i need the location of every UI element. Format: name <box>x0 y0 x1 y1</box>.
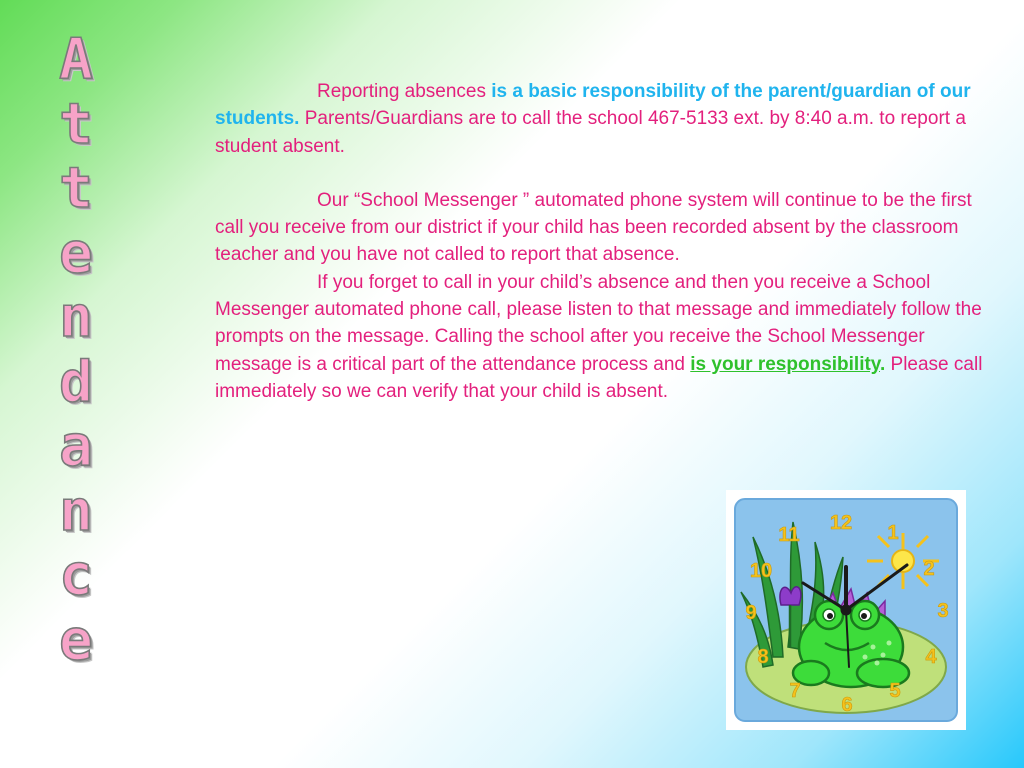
responsibility-link[interactable]: is your responsibility <box>690 353 880 375</box>
paragraph-reporting <box>215 78 987 160</box>
clock-number: 9 <box>745 602 757 624</box>
vertical-title <box>36 28 116 673</box>
body-text <box>215 78 987 405</box>
title-letter: t <box>59 156 93 221</box>
title-letter: a <box>59 414 93 479</box>
paragraph-1-highlight: is a basic responsibility of the parent/guardian of our students. <box>215 81 971 130</box>
title-letter: d <box>59 349 93 415</box>
paragraph-1-rest: Parents/Guardians are to call the school 467-5133 ext. by 8:40 a.m. to report a student absent. <box>215 108 966 157</box>
title-letter: n <box>59 478 93 544</box>
clock-number: 8 <box>757 646 769 668</box>
clock-number: 11 <box>778 524 800 546</box>
clock-number: 5 <box>889 680 901 702</box>
clock-number: 4 <box>925 646 937 668</box>
paragraph-3-period: . <box>879 353 886 375</box>
clock-number: 10 <box>749 560 773 582</box>
title-letter: e <box>59 220 93 286</box>
title-letter: c <box>59 543 93 608</box>
title-letter: e <box>59 607 93 673</box>
clock-number: 2 <box>923 558 935 580</box>
clock-number: 6 <box>841 694 853 716</box>
clock-hub <box>841 605 851 615</box>
paragraph-school-messenger <box>215 187 987 269</box>
title-letter: n <box>59 285 93 350</box>
clock-number: 12 <box>829 512 853 534</box>
clock-number: 7 <box>789 680 801 702</box>
clock-number: 3 <box>937 600 949 622</box>
paragraph-1-lead: Reporting absences <box>317 81 492 102</box>
paragraph-2-text: Our “School Messenger ” automated phone system will continue to be the first call you receive from our district if your child has been recorded absent by the classroom teacher and you have not called to report that absence. <box>215 189 972 266</box>
title-letter: A <box>59 27 93 92</box>
title-letter: t <box>59 91 93 157</box>
paragraph-forget-to-call <box>215 269 987 405</box>
frog-clock-illustration <box>733 497 959 723</box>
paragraph-3-lead: If you forget to call in your child’s absence and then you receive a School Messenger automated phone call, please listen to that message and immediately follow the prompts on the message. Calling the school after you receive the School Messenger message is a critical part of the attendance process and <box>215 271 982 375</box>
paragraph-3-rest: Please call immediately so we can verify that your child is absent. <box>215 353 983 402</box>
clock-number: 1 <box>887 522 899 544</box>
frog-clock-image <box>726 490 966 730</box>
